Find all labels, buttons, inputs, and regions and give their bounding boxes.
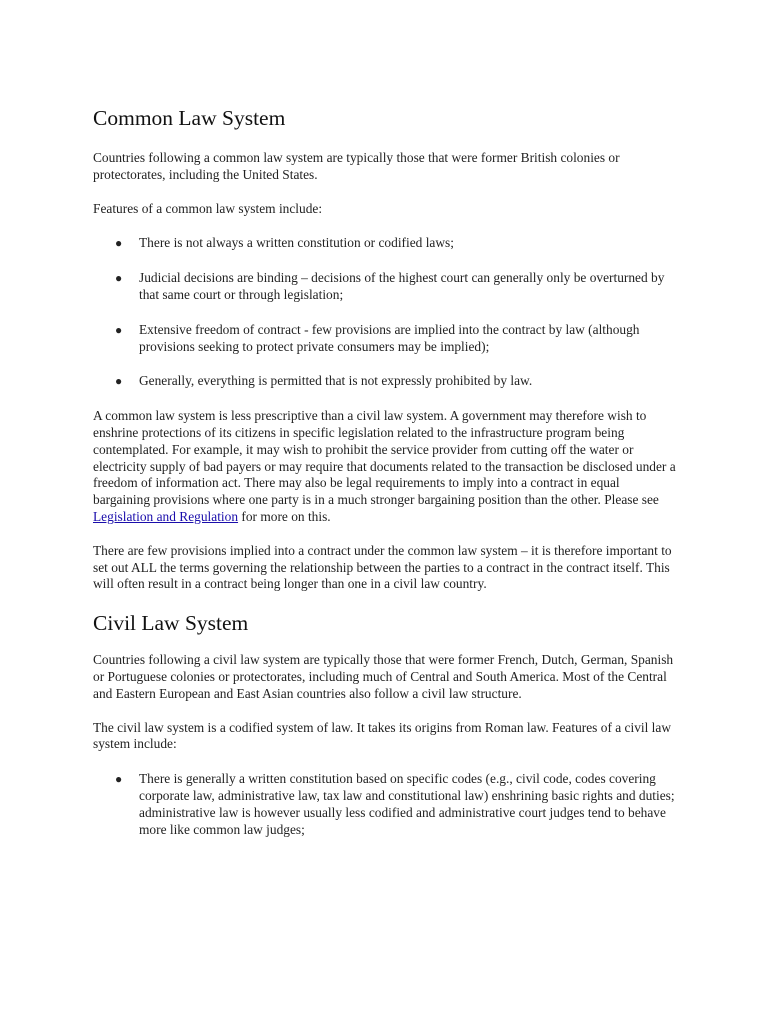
heading-common-law: Common Law System: [93, 106, 286, 130]
list-item-text: Generally, everything is permitted that is not expressly prohibited by law.: [139, 373, 533, 389]
list-item-text: There is not always a written constitution or codified laws;: [139, 235, 454, 251]
list-item: [93, 235, 678, 252]
legislation-and-regulation-link[interactable]: Legislation and Regulation: [93, 508, 239, 524]
bullet-icon: ●: [115, 322, 123, 337]
list-common-features: [93, 235, 678, 390]
bullet-icon: ●: [115, 374, 123, 389]
bullet-icon: ●: [115, 271, 123, 286]
list-item-text: Extensive freedom of contract - few provisions are implied into the contract by law (although provisions seeking to protect private consumers may be implied);: [139, 321, 640, 354]
paragraph-common-features-intro: Features of a common law system include:: [93, 200, 323, 216]
list-item-text: There is generally a written constitution based on specific codes (e.g., civil code, codes covering corporate law, administrative law, tax law and constitutional law) enshrining basic rights and duties; administrative law is however usually less codified and administrative court judges tend to behave more like common law judges;: [139, 771, 675, 837]
paragraph-common-intro: Countries following a common law system are typically those that were former British colonies or protectorates, including the United States.: [93, 150, 620, 182]
bullet-icon: ●: [115, 236, 123, 251]
paragraph-common-prescriptive: [93, 408, 678, 526]
list-item: [93, 270, 678, 304]
list-civil-features: [93, 771, 678, 838]
list-item: [93, 322, 678, 356]
list-item: [93, 373, 678, 390]
document-page: [93, 104, 678, 838]
paragraph-civil-intro: Countries following a civil law system are typically those that were former French, Dutch, German, Spanish or Portuguese colonies or protectorates, including much of Central and South America. Most of the Central and Eastern European and East Asian countries also follow a civil law structure.: [93, 652, 674, 701]
list-item: [93, 771, 678, 838]
bullet-icon: ●: [115, 772, 123, 787]
heading-civil-law: Civil Law System: [93, 611, 249, 636]
paragraph-text: A common law system is less prescriptive than a civil law system. A government may therefore wish to enshrine protections of its citizens in specific legislation related to the infrastructure program being contemplated. For example, it may wish to prohibit the service provider from cutting off the water or electricity supply of bad payers or may require that documents related to the transaction be disclosed under a freedom of information act. There may also be legal requirements to imply into a contract in equal bargaining provisions where one party is in a much stronger bargaining position than the other. Please see: [93, 408, 676, 508]
paragraph-common-terms: There are few provisions implied into a contract under the common law system – it is therefore important to set out ALL the terms governing the relationship between the parties to a contract in the contract itself. This will often result in a contract being longer than one in a civil law country.: [93, 542, 672, 592]
paragraph-text: for more on this.: [238, 508, 331, 524]
paragraph-civil-features-intro: The civil law system is a codified system of law. It takes its origins from Roman law. Features of a civil law system include:: [93, 719, 672, 752]
list-item-text: Judicial decisions are binding – decisions of the highest court can generally only be overturned by that same court or through legislation;: [139, 270, 665, 302]
